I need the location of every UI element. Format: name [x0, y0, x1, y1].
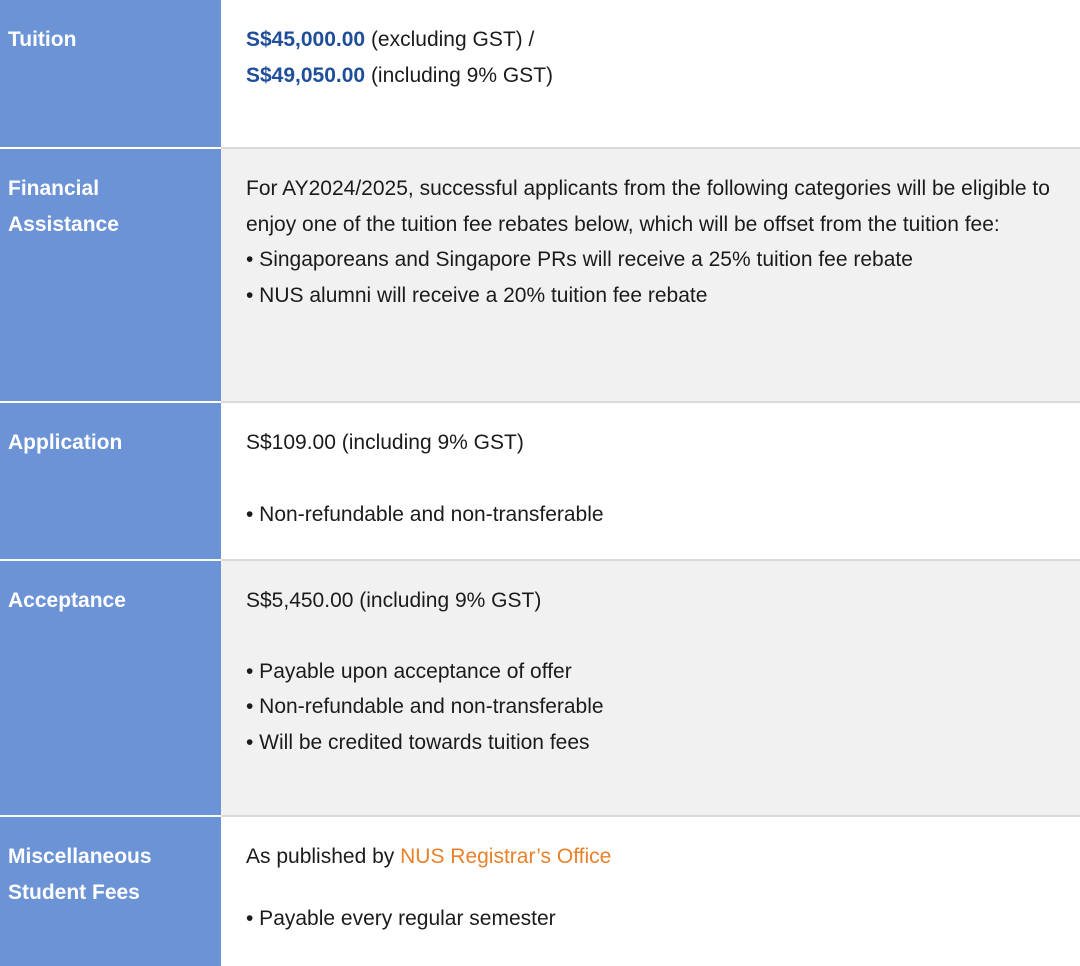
tuition-price-incl-gst: S$49,050.00: [246, 63, 366, 87]
tuition-label: Tuition: [8, 28, 77, 51]
tuition-label-cell: [0, 0, 221, 148]
misc-bullet-payable-semester: • Payable every regular semester: [246, 906, 556, 930]
misc-fees-label-line2: Student Fees: [8, 881, 140, 904]
application-label-cell: [0, 402, 221, 560]
application-label: Application: [8, 431, 123, 454]
misc-fees-value-cell: [221, 816, 1080, 966]
tuition-price-excl-gst: S$45,000.00: [246, 28, 366, 51]
application-value-cell: [221, 402, 1080, 560]
misc-published-line: [246, 839, 1060, 875]
financial-assistance-value-cell: [221, 148, 1080, 402]
misc-fees-row: [0, 816, 1080, 966]
acceptance-label: Acceptance: [8, 589, 126, 612]
application-fee: S$109.00 (including 9% GST): [246, 431, 524, 454]
tuition-excl-gst-text: (excluding GST) /: [365, 28, 535, 51]
financial-assistance-label-line2: Assistance: [8, 213, 119, 236]
acceptance-row: [0, 560, 1080, 816]
tuition-excl-line: [246, 22, 1060, 58]
application-row: [0, 402, 1080, 560]
rebate-bullet-alumni: • NUS alumni will receive a 20% tuition fee rebate: [246, 283, 708, 307]
financial-assistance-label-line1: Financial: [8, 177, 100, 200]
application-bullet-nonrefundable: • Non-refundable and non-transferable: [246, 502, 604, 526]
rebate-bullet-singaporeans: • Singaporeans and Singapore PRs will receive a 25% tuition fee rebate: [246, 248, 913, 271]
acceptance-bullet-payable: • Payable upon acceptance of offer: [246, 659, 572, 683]
tuition-incl-gst-text: (including 9% GST): [365, 63, 554, 87]
nus-registrar-link[interactable]: NUS Registrar’s Office: [400, 845, 612, 868]
spacer: [246, 461, 1060, 497]
financial-assistance-intro: For AY2024/2025, successful applicants from the following categories will be eligible to enjoy one of the tuition fee rebates below, which will be offset from the tuition fee:: [246, 177, 1050, 236]
acceptance-label-cell: [0, 560, 221, 816]
misc-published-prefix: As published by: [246, 845, 401, 868]
misc-fees-label-cell: [0, 816, 221, 966]
acceptance-fee: S$5,450.00 (including 9% GST): [246, 589, 542, 612]
tuition-row: [0, 0, 1080, 148]
misc-fees-label-line1: Miscellaneous: [8, 845, 152, 868]
tuition-incl-line: [246, 58, 1060, 94]
spacer: [246, 875, 1060, 901]
financial-assistance-row: [0, 148, 1080, 402]
acceptance-value-cell: [221, 560, 1080, 816]
tuition-value-cell: [221, 0, 1080, 148]
spacer: [246, 619, 1060, 654]
acceptance-bullet-nonrefundable: • Non-refundable and non-transferable: [246, 695, 604, 718]
financial-assistance-label-cell: [0, 148, 221, 402]
acceptance-bullet-credited: • Will be credited towards tuition fees: [246, 730, 590, 754]
